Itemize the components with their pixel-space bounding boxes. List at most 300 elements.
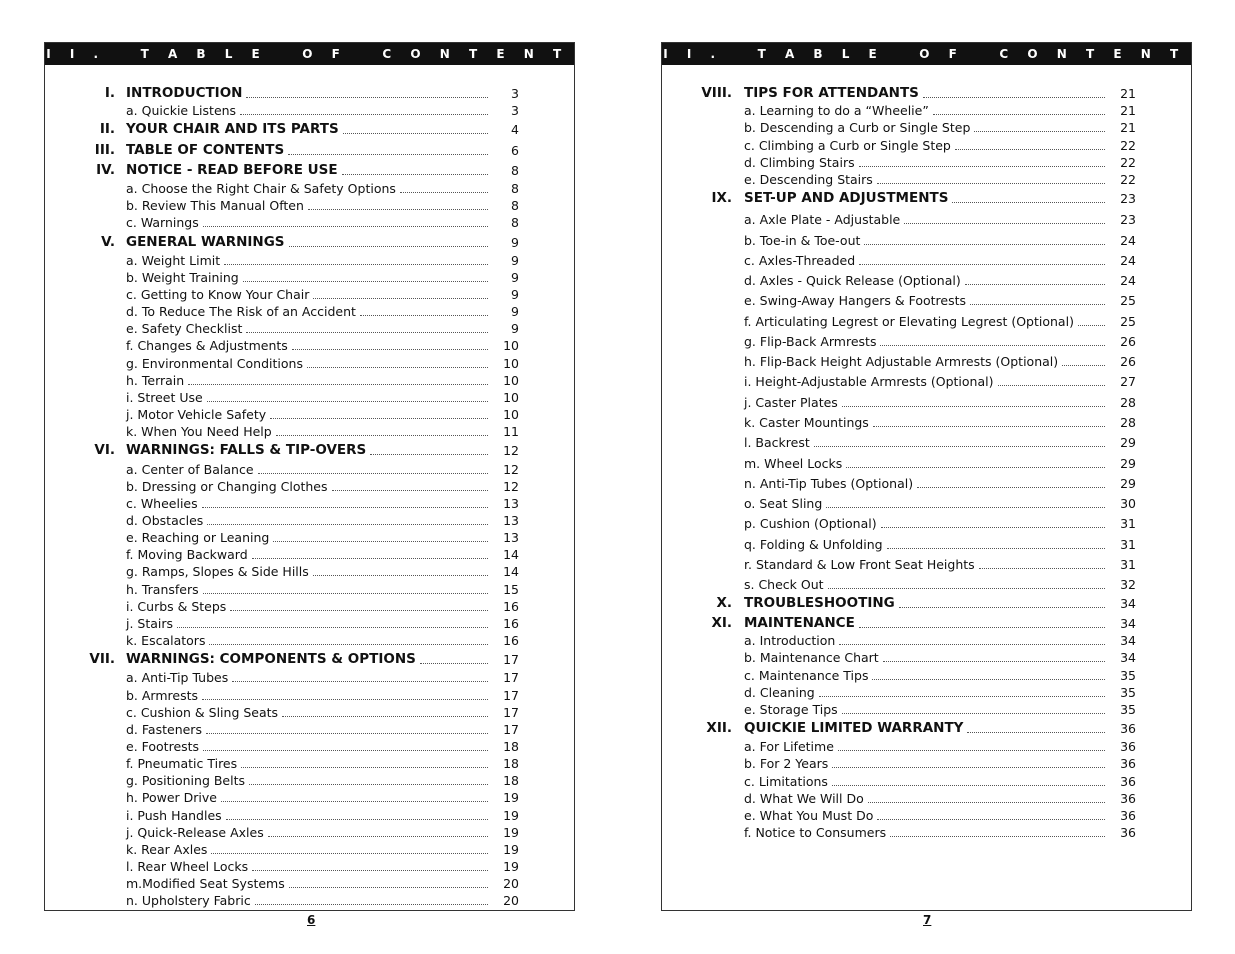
toc-entry-row <box>662 273 1191 290</box>
page-ref: 16 <box>503 633 519 648</box>
section-numeral: II. <box>99 121 115 137</box>
toc-entry-row <box>662 253 1191 270</box>
dot-leader <box>211 842 488 854</box>
toc-entry-row <box>45 198 574 215</box>
page-ref: 9 <box>511 287 519 302</box>
toc-entry-row <box>662 415 1191 432</box>
page-ref: 28 <box>1120 395 1136 410</box>
page-ref: 18 <box>503 773 519 788</box>
page-ref: 30 <box>1120 496 1136 511</box>
dot-leader <box>838 739 1105 751</box>
dot-leader <box>872 668 1105 680</box>
entry-title: d. Cleaning <box>744 685 815 700</box>
dot-leader <box>224 253 488 265</box>
toc-entry-row <box>662 668 1191 685</box>
toc-section-row <box>662 86 1191 103</box>
dot-leader <box>268 825 488 837</box>
toc-section-row <box>45 235 574 252</box>
entry-title: h. Transfers <box>126 582 199 597</box>
dot-leader <box>342 163 488 175</box>
section-title: QUICKIE LIMITED WARRANTY <box>744 720 964 736</box>
toc-header: I I I . T A B L E O F C O N T E N T S <box>45 43 574 65</box>
section-numeral: VI. <box>94 442 115 458</box>
toc-entry-row <box>45 530 574 547</box>
page-ref: 9 <box>511 321 519 336</box>
page-ref: 23 <box>1120 191 1136 206</box>
dot-leader <box>967 721 1105 733</box>
entry-title: k. Escalators <box>126 633 206 648</box>
dot-leader <box>974 120 1105 132</box>
dot-leader <box>965 273 1105 285</box>
toc-section-row <box>662 721 1191 738</box>
entry-title: p. Cushion (Optional) <box>744 516 877 531</box>
entry-title: h. Terrain <box>126 373 185 388</box>
toc-section-row <box>45 163 574 180</box>
section-title: TIPS FOR ATTENDANTS <box>744 85 919 101</box>
entry-title: d. Climbing Stairs <box>744 155 855 170</box>
page-ref: 23 <box>1120 212 1136 227</box>
section-numeral: III. <box>94 142 115 158</box>
dot-leader <box>899 596 1105 608</box>
entry-title: e. Swing-Away Hangers & Footrests <box>744 293 967 308</box>
page-ref: 17 <box>503 652 519 667</box>
entry-title: f. Articulating Legrest or Elevating Legrest (Optional) <box>744 314 1074 329</box>
entry-title: i. Street Use <box>126 390 203 405</box>
toc-entry-row <box>662 791 1191 808</box>
entry-title: j. Stairs <box>126 616 174 631</box>
toc-entry-row <box>45 338 574 355</box>
page-ref: 14 <box>503 564 519 579</box>
page-ref: 36 <box>1120 721 1136 736</box>
dot-leader <box>868 791 1105 803</box>
toc-entry-row <box>662 120 1191 137</box>
page-ref: 10 <box>503 338 519 353</box>
dot-leader <box>307 356 488 368</box>
toc-entry-row <box>662 212 1191 229</box>
toc-entry-row <box>45 739 574 756</box>
page-ref: 31 <box>1120 537 1136 552</box>
entry-title: m. Wheel Locks <box>744 456 843 471</box>
dot-leader <box>203 215 488 227</box>
entry-title: s. Check Out <box>744 577 824 592</box>
dot-leader <box>955 138 1105 150</box>
page-ref: 17 <box>503 722 519 737</box>
toc-entry-row <box>45 859 574 876</box>
page-ref: 8 <box>511 181 519 196</box>
dot-leader <box>270 407 488 419</box>
page-ref: 9 <box>511 304 519 319</box>
page-ref: 36 <box>1120 739 1136 754</box>
toc-entry-row <box>45 808 574 825</box>
entry-title: n. Anti-Tip Tubes (Optional) <box>744 476 914 491</box>
dot-leader <box>846 456 1105 468</box>
entry-title: a. For Lifetime <box>744 739 834 754</box>
entry-title: c. Warnings <box>126 215 199 230</box>
dot-leader <box>842 395 1105 407</box>
page-ref: 31 <box>1120 516 1136 531</box>
toc-entry-row <box>45 722 574 739</box>
dot-leader <box>289 876 488 888</box>
toc-entry-row <box>45 825 574 842</box>
section-numeral: V. <box>101 234 115 250</box>
page-ref: 19 <box>503 842 519 857</box>
page-ref: 24 <box>1120 273 1136 288</box>
entry-title: g. Environmental Conditions <box>126 356 303 371</box>
dot-leader <box>887 537 1105 549</box>
dot-leader <box>332 479 488 491</box>
entry-title: e. Storage Tips <box>744 702 838 717</box>
section-numeral: XII. <box>706 720 732 736</box>
entry-title: a. Anti-Tip Tubes <box>126 670 229 685</box>
dot-leader <box>203 582 488 594</box>
toc-entry-row <box>662 808 1191 825</box>
page-ref: 13 <box>503 496 519 511</box>
entry-title: g. Flip-Back Armrests <box>744 334 877 349</box>
page-ref: 13 <box>503 530 519 545</box>
page-ref: 10 <box>503 390 519 405</box>
toc-page-right <box>639 42 1214 911</box>
dot-leader <box>202 688 488 700</box>
dot-leader <box>232 670 488 682</box>
toc-entry-row <box>45 407 574 424</box>
entry-title: b. Dressing or Changing Clothes <box>126 479 328 494</box>
page-ref: 8 <box>511 198 519 213</box>
entry-title: e. Footrests <box>126 739 200 754</box>
toc-entry-row <box>45 564 574 581</box>
entry-title: b. Toe-in & Toe-out <box>744 233 861 248</box>
dot-leader <box>206 722 488 734</box>
dot-leader <box>979 557 1105 569</box>
entry-title: a. Center of Balance <box>126 462 254 477</box>
entry-title: f. Moving Backward <box>126 547 248 562</box>
entry-title: c. Getting to Know Your Chair <box>126 287 310 302</box>
entry-title: c. Wheelies <box>126 496 198 511</box>
toc-entry-row <box>45 373 574 390</box>
page-ref: 8 <box>511 163 519 178</box>
dot-leader <box>826 496 1105 508</box>
toc-entry-row <box>662 739 1191 756</box>
toc-entry-row <box>45 424 574 441</box>
page-ref: 26 <box>1120 354 1136 369</box>
dot-leader <box>828 577 1105 589</box>
entry-title: g. Ramps, Slopes & Side Hills <box>126 564 309 579</box>
page-ref: 17 <box>503 705 519 720</box>
toc-entry-row <box>662 334 1191 351</box>
toc-entry-row <box>662 825 1191 842</box>
page-ref: 3 <box>511 103 519 118</box>
page-ref: 12 <box>503 462 519 477</box>
dot-leader <box>859 155 1105 167</box>
toc-entry-row <box>45 513 574 530</box>
page-ref: 12 <box>503 443 519 458</box>
toc-entry-row <box>45 103 574 120</box>
entry-title: a. Learning to do a “Wheelie” <box>744 103 929 118</box>
entry-title: j. Quick-Release Axles <box>126 825 264 840</box>
dot-leader <box>313 287 488 299</box>
dot-leader <box>883 650 1105 662</box>
entry-title: q. Folding & Unfolding <box>744 537 883 552</box>
toc-entry-row <box>662 314 1191 331</box>
toc-entry-row <box>662 537 1191 554</box>
toc-entry-row <box>662 293 1191 310</box>
page-ref: 22 <box>1120 172 1136 187</box>
toc-entry-row <box>45 462 574 479</box>
entry-title: i. Curbs & Steps <box>126 599 227 614</box>
dot-leader <box>832 774 1105 786</box>
dot-leader <box>273 530 488 542</box>
section-numeral: I. <box>104 85 115 101</box>
page-ref: 35 <box>1120 702 1136 717</box>
page-ref: 35 <box>1120 685 1136 700</box>
entry-title: b. Descending a Curb or Single Step <box>744 120 971 135</box>
dot-leader <box>877 172 1105 184</box>
page-ref: 36 <box>1120 791 1136 806</box>
page-ref: 36 <box>1120 825 1136 840</box>
entry-title: c. Limitations <box>744 774 828 789</box>
dot-leader <box>221 790 488 802</box>
entry-title: b. For 2 Years <box>744 756 829 771</box>
toc-entry-row <box>662 633 1191 650</box>
entry-title: l. Rear Wheel Locks <box>126 859 249 874</box>
section-numeral: IX. <box>711 190 732 206</box>
page-ref: 14 <box>503 547 519 562</box>
page-ref: 3 <box>511 86 519 101</box>
page-ref: 4 <box>511 122 519 137</box>
entry-title: a. Quickie Listens <box>126 103 237 118</box>
entry-title: c. Axles-Threaded <box>744 253 856 268</box>
toc-entry-row <box>45 688 574 705</box>
entry-title: a. Weight Limit <box>126 253 221 268</box>
page-ref: 19 <box>503 859 519 874</box>
toc-entry-row <box>45 599 574 616</box>
page-number: 7 <box>923 913 932 927</box>
page-number: 6 <box>307 913 316 927</box>
dot-leader <box>859 253 1105 265</box>
dot-leader <box>859 616 1105 628</box>
entry-title: r. Standard & Low Front Seat Heights <box>744 557 975 572</box>
page-ref: 36 <box>1120 808 1136 823</box>
page-ref: 22 <box>1120 155 1136 170</box>
page-ref: 36 <box>1120 756 1136 771</box>
dot-leader <box>819 685 1105 697</box>
dot-leader <box>226 808 488 820</box>
dot-leader <box>890 825 1105 837</box>
page-ref: 27 <box>1120 374 1136 389</box>
dot-leader <box>420 652 488 664</box>
toc-entry-row <box>662 577 1191 594</box>
page-ref: 34 <box>1120 616 1136 631</box>
toc-entry-row <box>662 233 1191 250</box>
dot-leader <box>255 893 488 905</box>
toc-entry-row <box>662 395 1191 412</box>
toc-entry-row <box>45 547 574 564</box>
page-ref: 25 <box>1120 314 1136 329</box>
toc-entry-row <box>45 287 574 304</box>
dot-leader <box>814 435 1105 447</box>
dot-leader <box>917 476 1105 488</box>
toc-entry-row <box>662 496 1191 513</box>
dot-leader <box>370 443 488 455</box>
page-ref: 15 <box>503 582 519 597</box>
page-ref: 20 <box>503 893 519 908</box>
section-numeral: XI. <box>711 615 732 631</box>
section-title: NOTICE - READ BEFORE USE <box>126 162 338 178</box>
toc-entry-row <box>45 181 574 198</box>
toc-page-left <box>22 42 597 911</box>
toc-entry-row <box>45 215 574 232</box>
page-ref: 24 <box>1120 233 1136 248</box>
toc-entry-row <box>45 876 574 893</box>
entry-title: e. Descending Stairs <box>744 172 873 187</box>
toc-header: I I I . T A B L E O F C O N T E N T S <box>662 43 1191 65</box>
dot-leader <box>839 633 1105 645</box>
page-ref: 31 <box>1120 557 1136 572</box>
page-ref: 10 <box>503 407 519 422</box>
dot-leader <box>249 773 488 785</box>
dot-leader <box>313 564 488 576</box>
dot-leader <box>246 86 488 98</box>
dot-leader <box>1078 314 1105 326</box>
dot-leader <box>360 304 488 316</box>
entry-title: d. Fasteners <box>126 722 202 737</box>
toc-entry-row <box>662 774 1191 791</box>
entry-title: o. Seat Sling <box>744 496 823 511</box>
dot-leader <box>252 547 488 559</box>
page-ref: 17 <box>503 688 519 703</box>
toc-entry-row <box>662 557 1191 574</box>
toc-entry-row <box>45 321 574 338</box>
toc-entry-row <box>662 476 1191 493</box>
entry-title: b. Maintenance Chart <box>744 650 879 665</box>
entry-title: b. Armrests <box>126 688 199 703</box>
toc-section-row <box>45 652 574 669</box>
page-ref: 16 <box>503 599 519 614</box>
toc-section-row <box>45 143 574 160</box>
toc-entry-row <box>662 374 1191 391</box>
dot-leader <box>252 859 488 871</box>
section-title: WARNINGS: COMPONENTS & OPTIONS <box>126 651 416 667</box>
dot-leader <box>282 705 488 717</box>
entry-title: g. Positioning Belts <box>126 773 246 788</box>
section-numeral: VIII. <box>701 85 732 101</box>
toc-entry-row <box>662 103 1191 120</box>
section-title: MAINTENANCE <box>744 615 855 631</box>
entry-title: f. Notice to Consumers <box>744 825 887 840</box>
page-ref: 12 <box>503 479 519 494</box>
dot-leader <box>177 616 488 628</box>
page-ref: 28 <box>1120 415 1136 430</box>
toc-entry-row <box>45 893 574 910</box>
entry-title: e. What You Must Do <box>744 808 874 823</box>
dot-leader <box>970 293 1105 305</box>
page-ref: 18 <box>503 739 519 754</box>
toc-entry-row <box>662 456 1191 473</box>
page-ref: 34 <box>1120 650 1136 665</box>
page-ref: 29 <box>1120 435 1136 450</box>
toc-entry-row <box>662 650 1191 667</box>
toc-section-row <box>45 443 574 460</box>
entry-title: h. Power Drive <box>126 790 217 805</box>
toc-entry-row <box>45 790 574 807</box>
entry-title: d. Obstacles <box>126 513 204 528</box>
dot-leader <box>188 373 488 385</box>
dot-leader <box>873 415 1105 427</box>
entry-title: e. Reaching or Leaning <box>126 530 270 545</box>
toc-entry-row <box>45 304 574 321</box>
page-ref: 29 <box>1120 456 1136 471</box>
dot-leader <box>207 390 488 402</box>
page-ref: 19 <box>503 790 519 805</box>
dot-leader <box>400 181 488 193</box>
toc-entry-row <box>662 516 1191 533</box>
toc-entry-row <box>662 756 1191 773</box>
page-ref: 18 <box>503 756 519 771</box>
page-ref: 6 <box>511 143 519 158</box>
entry-title: c. Cushion & Sling Seats <box>126 705 279 720</box>
entry-title: a. Introduction <box>744 633 836 648</box>
entry-title: j. Caster Plates <box>744 395 838 410</box>
entry-title: a. Axle Plate - Adjustable <box>744 212 901 227</box>
dot-leader <box>292 338 488 350</box>
entry-title: n. Upholstery Fabric <box>126 893 251 908</box>
dot-leader <box>241 756 488 768</box>
dot-leader <box>864 233 1105 245</box>
dot-leader <box>203 739 488 751</box>
toc-entry-row <box>662 354 1191 371</box>
toc-entry-row <box>45 390 574 407</box>
entry-title: i. Height-Adjustable Armrests (Optional) <box>744 374 994 389</box>
toc-entry-row <box>45 756 574 773</box>
page-ref: 21 <box>1120 120 1136 135</box>
entry-title: j. Motor Vehicle Safety <box>126 407 267 422</box>
page-ref: 9 <box>511 253 519 268</box>
dot-leader <box>923 86 1105 98</box>
toc-entry-row <box>45 479 574 496</box>
toc-entry-row <box>662 172 1191 189</box>
page-ref: 22 <box>1120 138 1136 153</box>
dot-leader <box>246 321 488 333</box>
dot-leader <box>880 334 1105 346</box>
dot-leader <box>243 270 488 282</box>
section-title: SET-UP AND ADJUSTMENTS <box>744 190 949 206</box>
page-ref: 9 <box>511 270 519 285</box>
entry-title: f. Pneumatic Tires <box>126 756 238 771</box>
toc-section-row <box>45 86 574 103</box>
entry-title: d. To Reduce The Risk of an Accident <box>126 304 356 319</box>
entry-title: k. Caster Mountings <box>744 415 869 430</box>
dot-leader <box>207 513 488 525</box>
entry-title: k. Rear Axles <box>126 842 208 857</box>
dot-leader <box>308 198 488 210</box>
section-numeral: IV. <box>96 162 115 178</box>
dot-leader <box>877 808 1105 820</box>
dot-leader <box>202 496 488 508</box>
page-ref: 32 <box>1120 577 1136 592</box>
page-ref: 8 <box>511 215 519 230</box>
toc-entry-row <box>662 435 1191 452</box>
section-title: YOUR CHAIR AND ITS PARTS <box>126 121 339 137</box>
page-ref: 13 <box>503 513 519 528</box>
toc-section-row <box>662 616 1191 633</box>
toc-entry-row <box>662 155 1191 172</box>
dot-leader <box>276 424 488 436</box>
page-ref: 10 <box>503 373 519 388</box>
section-title: TROUBLESHOOTING <box>744 595 895 611</box>
entry-title: h. Flip-Back Height Adjustable Armrests (Optional) <box>744 354 1059 369</box>
toc-entry-row <box>45 582 574 599</box>
dot-leader <box>258 462 488 474</box>
page-ref: 21 <box>1120 86 1136 101</box>
